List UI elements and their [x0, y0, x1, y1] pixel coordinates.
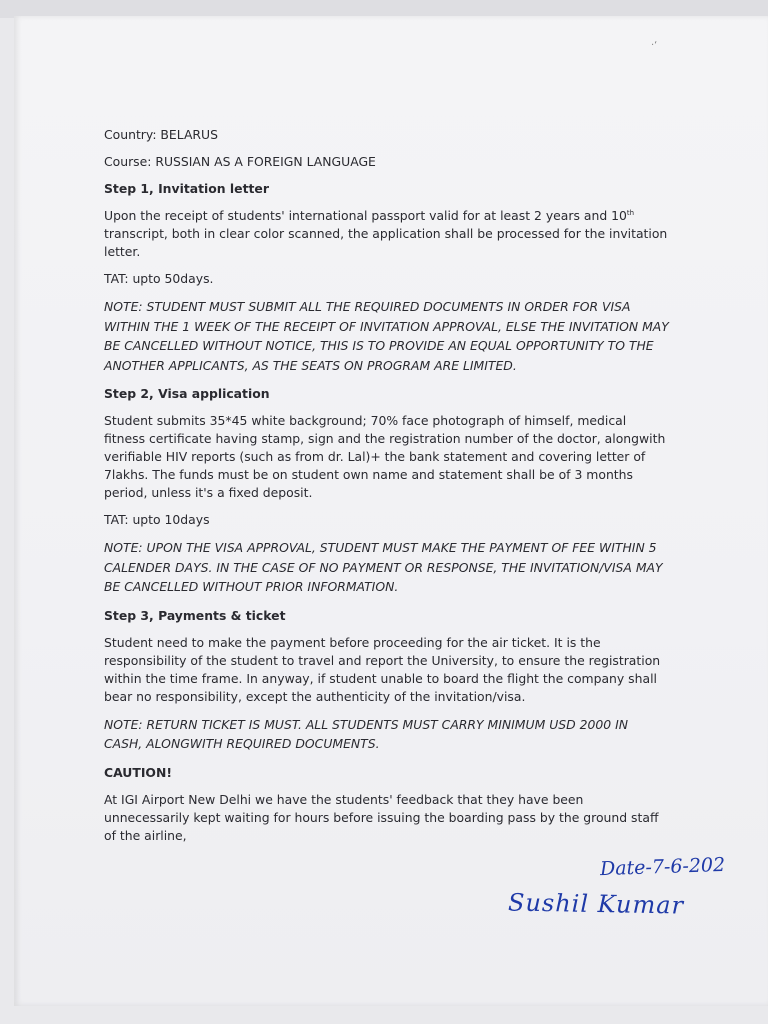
step3-heading: Step 3, Payments & ticket — [104, 607, 286, 623]
step2-body: Student submits 35*45 white background; 70% face photograph of himself, medical fitness certificate having stamp, sign and the registration number of the doctor, alongwith verifiable HIV reports (such as from dr. Lal)+ the bank statement and covering letter of 7lakhs. The funds must be on student own name and statement shall be of 3 months period, unless it's a fixed deposit. — [104, 413, 666, 500]
step1-body-text-a: Upon the receipt of students' international passport valid for at least 2 years and 10 — [104, 208, 627, 223]
country-line: Country: BELARUS — [104, 127, 218, 142]
step1-body — [104, 207, 670, 261]
step3-note: NOTE: RETURN TICKET IS MUST. ALL STUDENTS MUST CARRY MINIMUM USD 2000 IN CASH, ALONGWITH REQUIRED DOCUMENTS. — [104, 716, 629, 751]
step2-tat: TAT: upto 10days — [104, 512, 210, 527]
course-line: Course: RUSSIAN AS A FOREIGN LANGUAGE — [104, 154, 376, 169]
step1-body-sup: th — [626, 208, 635, 217]
step1-body-text-b: transcript, both in clear color scanned, the application shall be processed for the invitation letter. — [104, 226, 668, 259]
handwritten-date: Date-7-6-202 — [599, 853, 726, 881]
step1-note: NOTE: STUDENT MUST SUBMIT ALL THE REQUIRED DOCUMENTS IN ORDER FOR VISA WITHIN THE 1 WEEK OF THE RECEIPT OF INVITATION APPROVAL, ELSE THE INVITATION MAY BE CANCELLED WITHOUT NOTICE, THIS IS TO PROVIDE AN EQUAL OPPORTUNITY TO THE ANOTHER APPLICANTS, AS THE SEATS ON PROGRAM ARE LIMITED. — [104, 299, 669, 373]
caution-heading: CAUTION! — [104, 764, 172, 780]
document-body — [104, 126, 670, 854]
step3-body: Student need to make the payment before proceeding for the air ticket. It is the responsibility of the student to travel and report the University, to ensure the registration within the time frame. In anyway, if student unable to board the flight the company shall bear no responsibility, except the authenticity of the invitation/visa. — [104, 634, 661, 704]
step2-heading: Step 2, Visa application — [104, 386, 270, 401]
handwritten-name: Sushil Kumar — [507, 888, 685, 920]
step2-note: NOTE: UPON THE VISA APPROVAL, STUDENT MUST MAKE THE PAYMENT OF FEE WITHIN 5 CALENDER DAYS. IN THE CASE OF NO PAYMENT OR RESPONSE, THE INVITATION/VISA MAY BE CANCELLED WITHOUT PRIOR INFORMATION. — [104, 540, 663, 594]
handwritten-signature — [500, 852, 768, 932]
caution-body: At IGI Airport New Delhi we have the students' feedback that they have been unnecessarily kept waiting for hours before issuing the boarding pass by the ground staff of the airline, — [104, 791, 659, 843]
step1-tat: TAT: upto 50days. — [104, 271, 214, 286]
step1-heading: Step 1, Invitation letter — [104, 181, 269, 196]
paper-speck: ·‘ — [651, 40, 658, 51]
